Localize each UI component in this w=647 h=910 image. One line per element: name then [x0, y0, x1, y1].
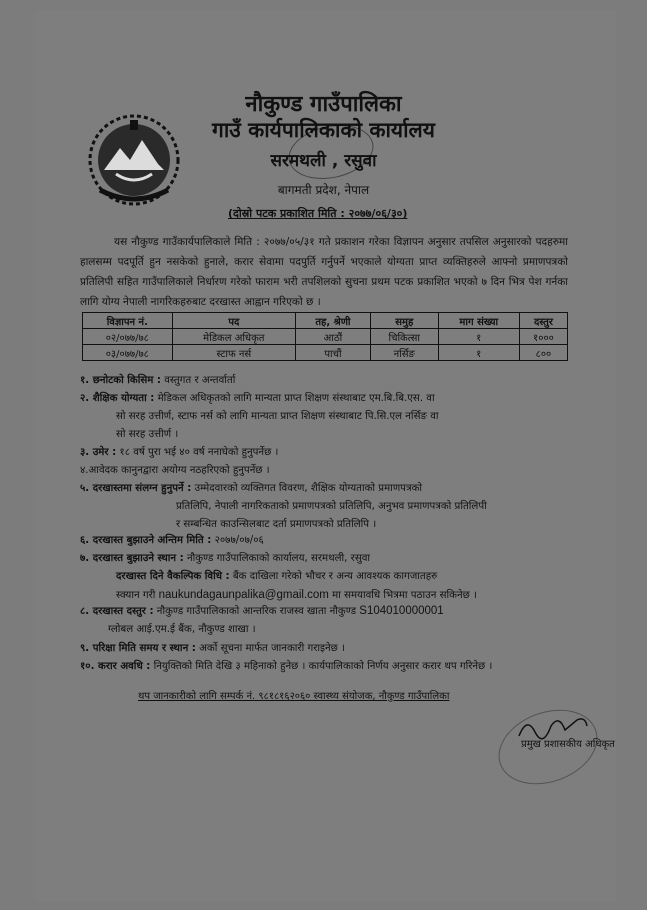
table-cell: ०२/०७७/७८ [83, 329, 173, 345]
section-text: १८ वर्ष पुरा भई ४० वर्ष ननाघेको हुनुपर्नेछ । [116, 447, 279, 458]
section-label: १. छनोटको किसिम : [80, 375, 161, 386]
section-line: ग्लोबल आई.एम.ई बैंक, नौकुण्ड शाखा । [108, 624, 256, 635]
section-text: स्क्यान गरी [116, 590, 159, 601]
table-row [83, 329, 568, 345]
col-header: माग संख्या [438, 313, 519, 329]
section-line [80, 602, 580, 621]
bank-account-number: S104010000001 [359, 605, 444, 617]
table-cell: मेडिकल अधिकृत [172, 329, 295, 345]
col-header: समुह [370, 313, 438, 329]
email-address: naukundagaunpalika@gmail.com [158, 589, 329, 601]
section-eligibility: ४.आवेदक कानुनद्वारा अयोग्य नठहरिएको हुनुपर्नेछ । [80, 465, 270, 476]
table-header-row [83, 313, 568, 329]
section-text: मेडिकल अधिकृतको लागि मान्यता प्राप्त शिक्षण संस्थाबाट एम.बि.बि.एस. वा [154, 393, 435, 404]
section-exam [80, 640, 580, 658]
vacancy-table [82, 312, 568, 361]
section-text: अर्को सूचना मार्फत जानकारी गराइनेछ । [195, 643, 345, 654]
table-cell: १००० [519, 329, 567, 345]
section-fee [80, 602, 580, 639]
table-cell: नर्सिङ [370, 345, 438, 361]
section-label: ६. दरखास्त बुझाउने अन्तिम मिति : [80, 535, 212, 546]
section-qualification [80, 390, 580, 444]
section-text: मा समयावधि भित्रमा पठाउन सकिनेछ । [328, 590, 477, 601]
section-line [80, 390, 580, 408]
section-label: ७. दरखास्त बुझाउने स्थान : [80, 553, 184, 564]
section-label: ९. परिक्षा मिति समय र स्थान : [80, 643, 196, 654]
col-header: पद [172, 313, 295, 329]
section-line: प्रतिलिपि, नेपाली नागरिकताको प्रमाणपत्रको प्रतिलिपि, अनुभव प्रमाणपत्रको प्रतिलिपी [176, 501, 487, 512]
section-selection-type [80, 372, 580, 390]
section-label: दरखास्त दिने वैकल्पिक विधि : [116, 571, 230, 582]
section-submission [80, 550, 580, 605]
table-cell: पाचौं [296, 345, 371, 361]
province-country: बागमती प्रदेश, नेपाल [277, 183, 370, 197]
section-label: १०. करार अवधि : [80, 661, 151, 672]
office-name: गाउँ कार्यपालिकाको कार्यालय [212, 118, 435, 142]
section-line [80, 550, 580, 568]
section-line [80, 480, 580, 498]
table-cell: स्टाफ नर्स [172, 345, 295, 361]
publication-date: (दोस्रो पटक प्रकाशित मिति : २०७७/०६/३०) [228, 207, 408, 220]
table-cell: १ [438, 345, 519, 361]
section-line: र सम्बन्धित काउन्सिलबाट दर्ता प्रमाणपत्रको प्रतिलिपि । [176, 519, 377, 530]
intro-text: यस नौकुण्ड गाउँकार्यपालिकाले मिति : २०७७/०५/३१ गते प्रकाशन गरेका विज्ञापन अनुसार तपसिल अनुसारको पदहरुमा हालसम्म पदपूर्ति हुन नसकेको हुनाले, करार सेवामा पदपुर्ति गर्नुपर्ने भएकाले योग्यता प्राप्त व्यक्तिहरुले आफ्नो प्रमाणपत्रको प्रतिलिपी सहित गाउँपालिकाले निर्धारण गरेको फाराम भरी तपशिलको सुचना प्रथम पटक प्रकाशित भएको ७ दिन भित्र पेश गर्नका लागि योग्य नेपाली नागरिकहरुबाट दरखास्त आह्वान गरिएको छ । [80, 236, 568, 308]
section-contract [80, 658, 580, 676]
contact-line: थप जानकारीको लागि सम्पर्क नं. ९८१८१६२०६० स्वास्थ्य संयोजक, नौकुण्ड गाउँपालिका [138, 691, 450, 702]
office-location: सरमथली , रसुवा [270, 151, 377, 171]
section-label: २. शैक्षिक योग्यता : [80, 393, 155, 404]
section-text: वस्तुगत र अन्तर्वार्ता [161, 375, 236, 386]
section-label: ३. उमेर : [80, 447, 117, 458]
section-text: बैंक दाखिला गरेको भौचर र अन्य आवश्यक कागजातहरु [229, 571, 438, 582]
section-attachments [80, 480, 580, 534]
section-text: नियुक्तिको मिति देखि ३ महिनाको हुनेछ । कार्यपालिकाको निर्णय अनुसार करार थप गरिनेछ । [150, 661, 493, 672]
section-line: सो सरह उत्तीर्ण । [116, 429, 179, 440]
table-cell: आठौं [296, 329, 371, 345]
table-cell: चिकित्सा [370, 329, 438, 345]
section-deadline [80, 532, 580, 550]
table-cell: ८०० [519, 345, 567, 361]
table-row [83, 345, 568, 361]
municipality-name: नौकुण्ड गाउँपालिका [245, 92, 402, 117]
col-header: विज्ञापन नं. [83, 313, 173, 329]
section-age [80, 444, 580, 462]
signatory-title: प्रमुख प्रशासकीय अधिकृत [521, 739, 615, 750]
table-cell: १ [438, 329, 519, 345]
section-label: ५. दरखास्तमा संलग्न हुनुपर्ने : [80, 483, 192, 494]
section-line [80, 568, 580, 586]
col-header: दस्तुर [519, 313, 567, 329]
section-text: नौकुण्ड गाउँपालिकाको आन्तरिक राजस्व खाता नौकुण्ड [153, 606, 360, 617]
intro-paragraph [80, 232, 568, 312]
section-text: २०७७/०७/०६ [211, 535, 264, 546]
section-line: सो सरह उत्तीर्ण, स्टाफ नर्स को लागि मान्यता प्राप्त शिक्षण संस्थाबाट पि.सि.एल नर्सिङ वा [116, 411, 439, 422]
col-header: तह, श्रेणी [296, 313, 371, 329]
section-text: नौकुण्ड गाउँपालिकाको कार्यालय, सरमथली, रसुवा [183, 553, 371, 564]
table-cell: ०३/०७७/७८ [83, 345, 173, 361]
section-text: उम्मेदवारको व्यक्तिगत विवरण, शैक्षिक योग्यताको प्रमाणपत्रको [191, 483, 423, 494]
section-label: ८. दरखास्त दस्तुर : [80, 606, 154, 617]
